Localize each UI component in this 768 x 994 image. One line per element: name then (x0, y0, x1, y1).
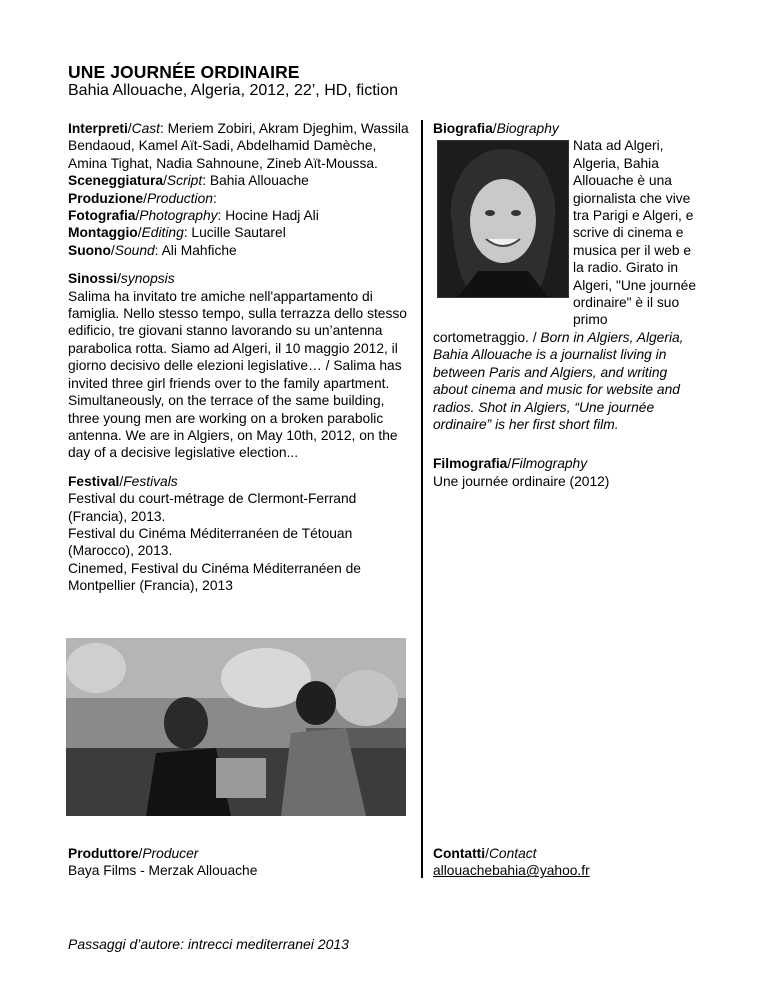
festivals-heading: Festival/Festivals (68, 473, 178, 489)
biography-text-it: Nata ad Algeri, Algeria, Bahia Allouache è una giornalista che vive tra Parigi e Algeri, e scrive di cinema e musica per il web e la radio. Girato in Algeri, "Une journée ordinaire" è il suo primo cortometraggio. / (433, 138, 697, 345)
production-credit: Produzione/Production: (68, 190, 217, 206)
film-still (66, 638, 406, 816)
cast-credit: Interpreti/Cast: Meriem Zobiri, Akram Djeghim, Wassila Bendaoud, Kamel Aït-Sadi, Abdelhamid Damèche, Amina Tighat, Nadia Sahnoune, Zineb Aït-Moussa. (68, 121, 409, 171)
film-still-image (66, 638, 406, 816)
producer-block (68, 845, 257, 880)
contact-email-link[interactable]: allouachebahia@yahoo.fr (433, 863, 590, 879)
festival-item: Festival du court-métrage de Clermont-Ferrand (Francia), 2013. (68, 491, 357, 524)
producer-text: Baya Films - Merzak Allouache (68, 863, 258, 879)
producer-heading: Produttore/Producer (68, 846, 199, 861)
film-title: UNE JOURNÉE ORDINAIRE (68, 62, 300, 82)
column-divider (421, 120, 423, 878)
festival-item: Cinemed, Festival du Cinéma Méditerranéen de Montpellier (Francia), 2013 (68, 560, 361, 594)
filmography-text: Une journée ordinaire (2012) (433, 473, 610, 489)
portrait-image (438, 141, 568, 297)
director-portrait (437, 140, 569, 298)
synopsis-heading: Sinossi/synopsis (68, 271, 175, 287)
festival-item: Festival du Cinéma Méditerranéen de Tétouan (Marocco), 2013. (68, 525, 353, 559)
biography-text-en: Born in Algiers, Algeria, Bahia Allouache is a journalist living in between Paris and Algiers, and writing about cinema and music for website and radios. Shot in Algiers, “Une journée ordinaire” is her first short film. (433, 329, 684, 432)
contact-heading: Contatti/Contact (433, 846, 537, 861)
sound-credit: Suono/Sound: Ali Mahfiche (68, 242, 237, 258)
filmography-heading: Filmografia/Filmography (433, 456, 588, 472)
contact-block (433, 845, 590, 880)
biography-heading: Biografia/Biography (433, 121, 559, 136)
film-subtitle: Bahia Allouache, Algeria, 2012, 22’, HD, fiction (68, 82, 398, 99)
synopsis-text: Salima ha invitato tre amiche nell'appartamento di famiglia. Nello stesso tempo, sulla terrazza dello stesso edificio, tre giovani stanno lavorando su un’antenna parabolica rotta. Siamo ad Algeri, il 10 maggio 2012, il giorno decisivo delle elezioni legislative… / Salima has invited three girl friends over to the family apartment. Simultaneously, on the terrace of the same building, three young men are working on a broken parabolic antenna. We are in Algiers, on May 10th, 2012, on the day of a decisive legislative election... (68, 288, 407, 461)
script-credit: Sceneggiatura/Script: Bahia Allouache (68, 173, 309, 189)
left-column (68, 120, 412, 595)
footer-text: Passaggi d’autore: intrecci mediterranei 2013 (68, 936, 349, 952)
photography-credit: Fotografia/Photography: Hocine Hadj Ali (68, 208, 319, 224)
editing-credit: Montaggio/Editing: Lucille Sautarel (68, 225, 286, 241)
